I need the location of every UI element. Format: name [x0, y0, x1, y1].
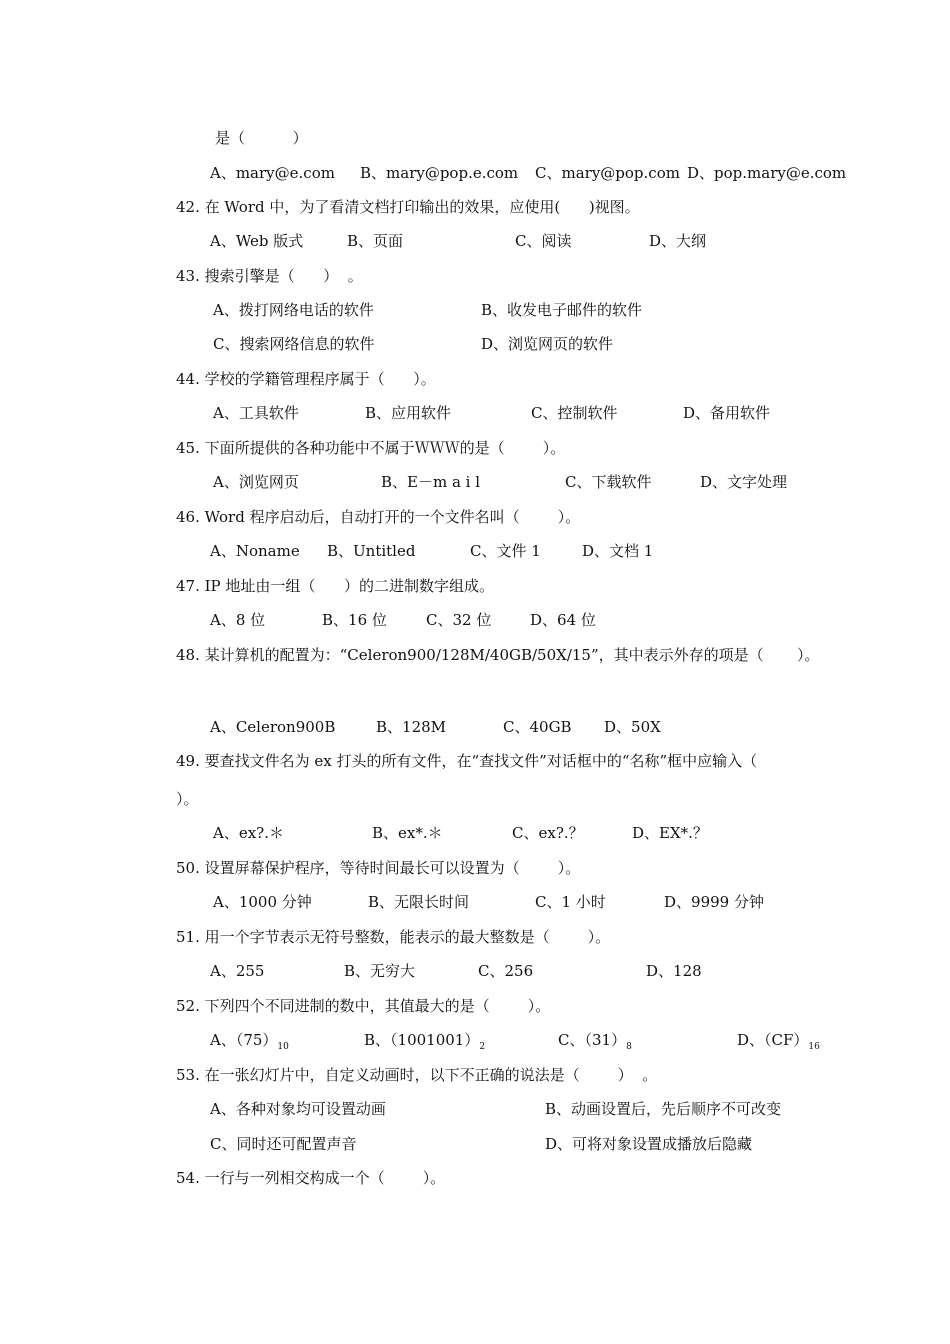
- radix-subscript: 16: [808, 1042, 820, 1052]
- answer-option: B、ex*.＊: [372, 824, 443, 842]
- answer-option: A、Celeron900B: [210, 718, 336, 736]
- answer-option: D、大纲: [649, 232, 707, 250]
- answer-option: A、Web 版式: [210, 232, 304, 250]
- answer-option: C、40GB: [503, 718, 572, 736]
- answer-option: B、mary@pop.e.com: [360, 164, 519, 182]
- question-text: 42. 在 Word 中，为了看清文档打印输出的效果，应使用( )视图。: [176, 198, 640, 216]
- answer-option: B、无限长时间: [368, 893, 470, 911]
- answer-option: C、mary@pop.com: [535, 164, 680, 182]
- answer-option: D、128: [646, 962, 702, 980]
- option-value: D、（CF）: [737, 1031, 809, 1049]
- answer-option: C、同时还可配置声音: [210, 1135, 357, 1153]
- answer-option: D、50X: [604, 718, 661, 736]
- answer-option: B、页面: [347, 232, 404, 250]
- radix-subscript: 2: [479, 1042, 486, 1052]
- question-text: 43. 搜索引擎是（ ） 。: [176, 267, 363, 285]
- answer-option: C、文件 1: [470, 542, 541, 560]
- answer-option: A、工具软件: [213, 404, 299, 422]
- question-text: ）。: [176, 790, 199, 808]
- option-value: B、（1001001）: [364, 1031, 480, 1049]
- answer-option: B、Untitled: [327, 542, 416, 560]
- question-text: 50. 设置屏幕保护程序，等待时间最长可以设置为（ ）。: [176, 859, 581, 877]
- question-text: 53. 在一张幻灯片中，自定义动画时，以下不正确的说法是（ ） 。: [176, 1066, 658, 1084]
- answer-option: B、应用软件: [365, 404, 452, 422]
- question-text: 47. IP 地址由一组（ ）的二进制数字组成。: [176, 577, 495, 595]
- answer-option: D、64 位: [530, 611, 596, 629]
- option-value: C、（31）: [558, 1031, 627, 1049]
- answer-option: [364, 1030, 485, 1050]
- option-value: A、（75）: [210, 1031, 278, 1049]
- answer-option: D、文字处理: [700, 473, 788, 491]
- radix-subscript: 8: [626, 1042, 632, 1052]
- answer-option: C、阅读: [515, 232, 572, 250]
- question-text: 52. 下列四个不同进制的数中，其值最大的是（ ）。: [176, 997, 551, 1015]
- question-text: 是（ ）: [215, 129, 308, 147]
- answer-option: C、控制软件: [531, 404, 618, 422]
- answer-option: B、128M: [376, 718, 447, 736]
- answer-option: D、9999 分钟: [664, 893, 764, 911]
- answer-option: C、下载软件: [565, 473, 652, 491]
- answer-option: B、动画设置后，先后顺序不可改变: [545, 1100, 782, 1118]
- answer-option: D、备用软件: [683, 404, 771, 422]
- question-text: 49. 要查找文件名为 ex 打头的所有文件，在“查找文件”对话框中的“名称”框中应输入（: [176, 752, 758, 770]
- answer-option: A、浏览网页: [213, 473, 299, 491]
- answer-option: A、mary@e.com: [210, 164, 335, 182]
- answer-option: C、搜索网络信息的软件: [213, 335, 375, 353]
- answer-option: [558, 1030, 632, 1050]
- radix-subscript: 10: [277, 1042, 289, 1052]
- answer-option: B、收发电子邮件的软件: [481, 301, 643, 319]
- answer-option: C、ex?.？: [512, 824, 584, 842]
- answer-option: D、可将对象设置成播放后隐藏: [545, 1135, 753, 1153]
- answer-option: A、各种对象均可设置动画: [210, 1100, 386, 1118]
- answer-option: B、16 位: [322, 611, 387, 629]
- answer-option: D、pop.mary@e.com: [687, 164, 847, 182]
- question-text: 48. 某计算机的配置为：“Celeron900/128M/40GB/50X/15”，其中表示外存的项是（ ）。: [176, 646, 820, 664]
- answer-option: B、无穷大: [344, 962, 416, 980]
- answer-option: C、256: [478, 962, 534, 980]
- answer-option: A、1000 分钟: [213, 893, 312, 911]
- question-text: 54. 一行与一列相交构成一个（ ）。: [176, 1169, 446, 1187]
- answer-option: A、8 位: [210, 611, 266, 629]
- question-text: 51. 用一个字节表示无符号整数，能表示的最大整数是（ ）。: [176, 928, 611, 946]
- answer-option: D、文档 1: [582, 542, 654, 560]
- answer-option: [737, 1030, 820, 1050]
- answer-option: A、拨打网络电话的软件: [213, 301, 374, 319]
- answer-option: A、255: [210, 962, 265, 980]
- question-text: 46. Word 程序启动后，自动打开的一个文件名叫（ ）。: [176, 508, 581, 526]
- answer-option: B、E－m a i l: [381, 473, 481, 491]
- question-text: 44. 学校的学籍管理程序属于（ ）。: [176, 370, 436, 388]
- answer-option: D、浏览网页的软件: [481, 335, 614, 353]
- answer-option: A、ex?.＊: [213, 824, 284, 842]
- question-text: 45. 下面所提供的各种功能中不属于ＷＷＷ的是（ ）。: [176, 439, 566, 457]
- answer-option: C、32 位: [426, 611, 492, 629]
- answer-option: A、Noname: [210, 542, 300, 560]
- answer-option: D、EX*.？: [632, 824, 708, 842]
- answer-option: C、1 小时: [535, 893, 606, 911]
- answer-option: [210, 1030, 289, 1050]
